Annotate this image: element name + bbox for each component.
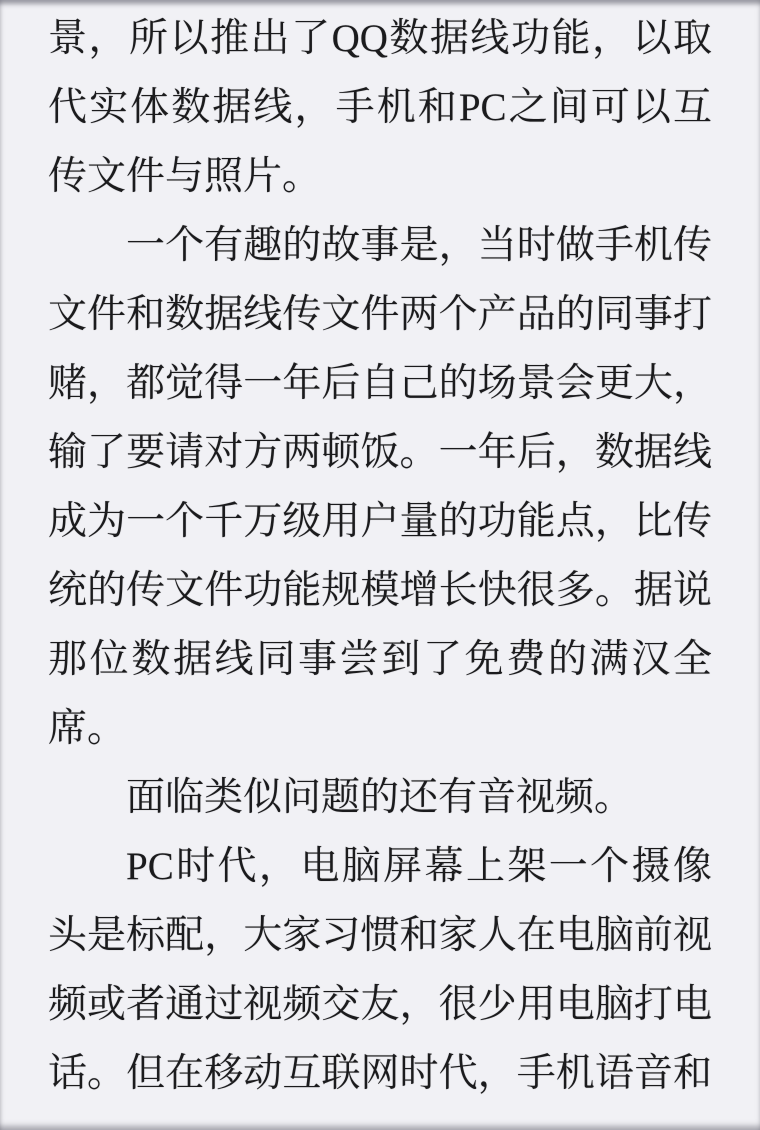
text-line: 赌，都觉得一年后自己的场景会更大， [48, 362, 712, 405]
text-line: PC时代，电脑屏幕上架一个摄像 [126, 845, 712, 888]
text-line: 那位数据线同事尝到了免费的满汉全 [48, 638, 712, 681]
text-line: 频或者通过视频交友，很少用电脑打电 [48, 983, 712, 1026]
text-line: 头是标配，大家习惯和家人在电脑前视 [48, 914, 712, 957]
text-line: 面临类似问题的还有音视频。 [126, 776, 634, 819]
text-line: 景，所以推出了QQ数据线功能，以取 [48, 17, 712, 60]
text-line: 文件和数据线传文件两个产品的同事打 [48, 293, 712, 336]
text-line: 代实体数据线，手机和PC之间可以互 [48, 86, 712, 129]
text-line: 成为一个千万级用户量的功能点，比传 [48, 500, 712, 543]
text-line: 话。但在移动互联网时代，手机语音和 [48, 1052, 712, 1095]
page-text [48, 4, 712, 1108]
text-line: 席。 [48, 707, 127, 750]
text-line: 一个有趣的故事是，当时做手机传 [126, 224, 712, 267]
text-line: 统的传文件功能规模增长快很多。据说 [48, 569, 712, 612]
text-line: 输了要请对方两顿饭。一年后，数据线 [48, 431, 712, 474]
text-line: 传文件与照片。 [48, 155, 322, 198]
